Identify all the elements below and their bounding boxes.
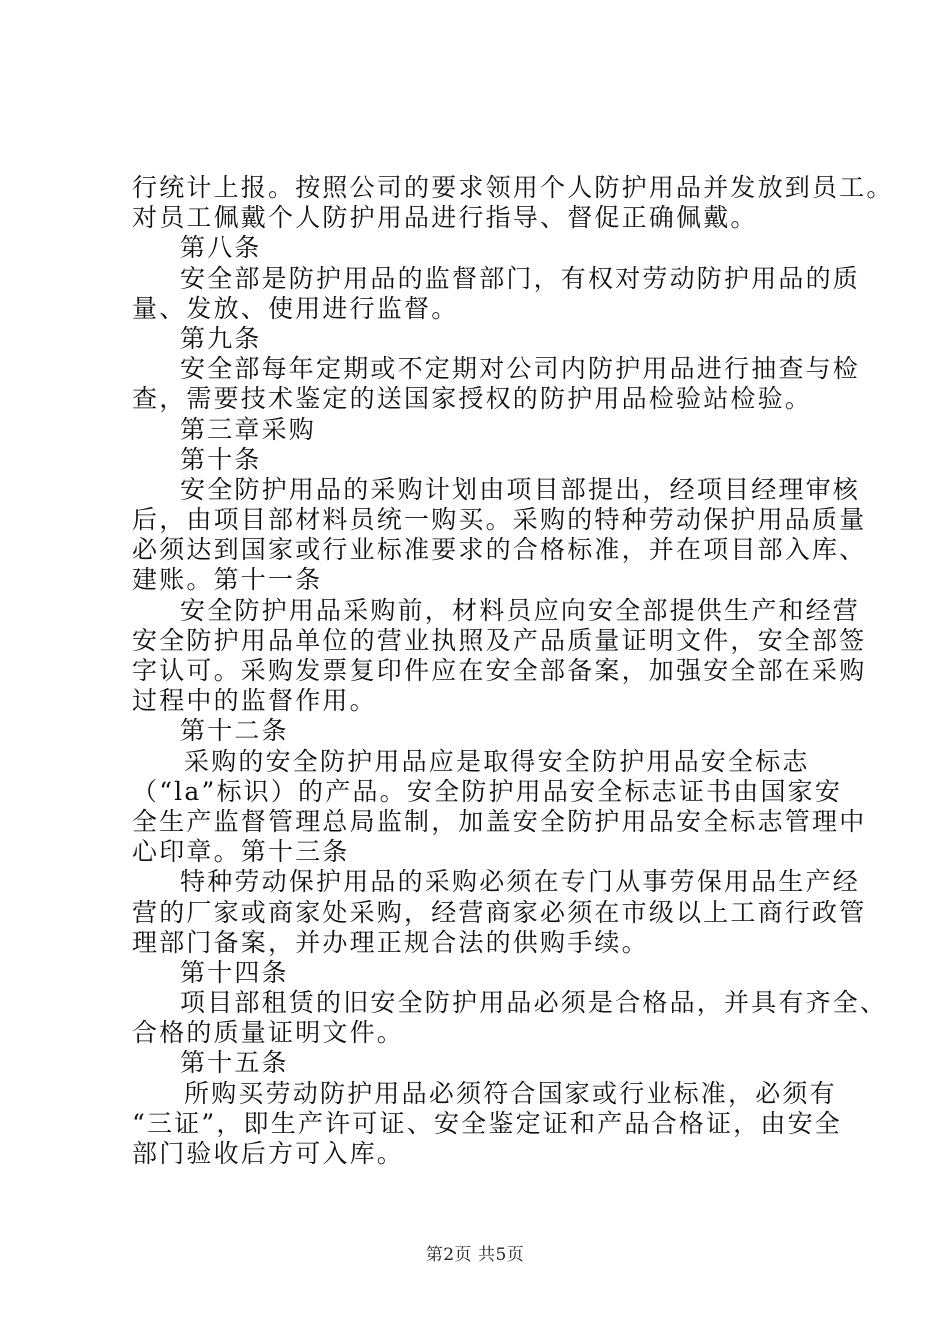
text-line: 字认可。采购发票复印件应在安全部备案，加强安全部在采购 [132,656,867,685]
chapter-heading: 第三章采购 [180,414,317,444]
article-heading: 第十二条 [180,716,289,746]
text-line: 安全部是防护用品的监督部门，有权对劳动防护用品的质 [180,263,861,293]
document-body [132,173,894,1169]
text-line: 营的厂家或商家处采购，经营商家必须在市级以上工商行政管 [132,897,867,927]
text-line: 行统计上报。按照公司的要求领用个人防护用品并发放到员工。 [132,173,894,202]
text-line: 后，由项目部材料员统一购买。采购的特种劳动保护用品质量 [132,505,867,535]
text-line: 查，需要技术鉴定的送国家授权的防护用品检验站检验。 [132,384,813,414]
text-line: 理部门备案，并办理正规合法的供购手续。 [132,927,649,957]
text-line: 安全部每年定期或不定期对公司内防护用品进行抽查与检 [180,354,861,384]
article-heading: 第八条 [180,233,262,263]
text-line: 对员工佩戴个人防护用品进行指导、督促正确佩戴。 [132,203,758,233]
text-line: 特种劳动保护用品的采购必须在专门从事劳保用品生产经 [180,867,861,897]
text-line: 心印章。第十三条 [132,837,350,867]
text-line: （“la”标识）的产品。安全防护用品安全标志证书由国家安 [132,776,843,806]
text-line: 量、发放、使用进行监督。 [132,293,459,323]
page-number: 第2页 共5页 [425,1245,525,1265]
text-line: 必须达到国家或行业标准要求的合格标准，并在项目部入库、 [132,535,867,565]
text-line: 建账。第十一条 [132,565,323,595]
text-line: 安全防护用品单位的营业执照及产品质量证明文件，安全部签 [132,625,867,655]
text-line: 所购买劳动防护用品必须符合国家或行业标准，必须有 [184,1078,837,1108]
text-line: “三证”，即生产许可证、安全鉴定证和产品合格证，由安全 [132,1108,842,1138]
text-line: 合格的质量证明文件。 [132,1018,405,1048]
article-heading: 第十五条 [180,1048,289,1078]
text-line: 部门验收后方可入库。 [132,1139,405,1168]
text-line: 项目部租赁的旧安全防护用品必须是合格品，并具有齐全、 [180,988,888,1018]
article-heading: 第十条 [180,444,262,474]
article-heading: 第九条 [180,323,262,353]
text-line: 全生产监督管理总局监制，加盖安全防护用品安全标志管理中 [132,806,867,836]
text-line: 采购的安全防护用品应是取得安全防护用品安全标志 [184,746,810,776]
text-line: 安全防护用品的采购计划由项目部提出，经项目经理审核 [180,474,861,504]
text-line: 过程中的监督作用。 [132,686,377,716]
text-line: 安全防护用品采购前，材料员应向安全部提供生产和经营 [180,595,861,625]
article-heading: 第十四条 [180,957,289,987]
